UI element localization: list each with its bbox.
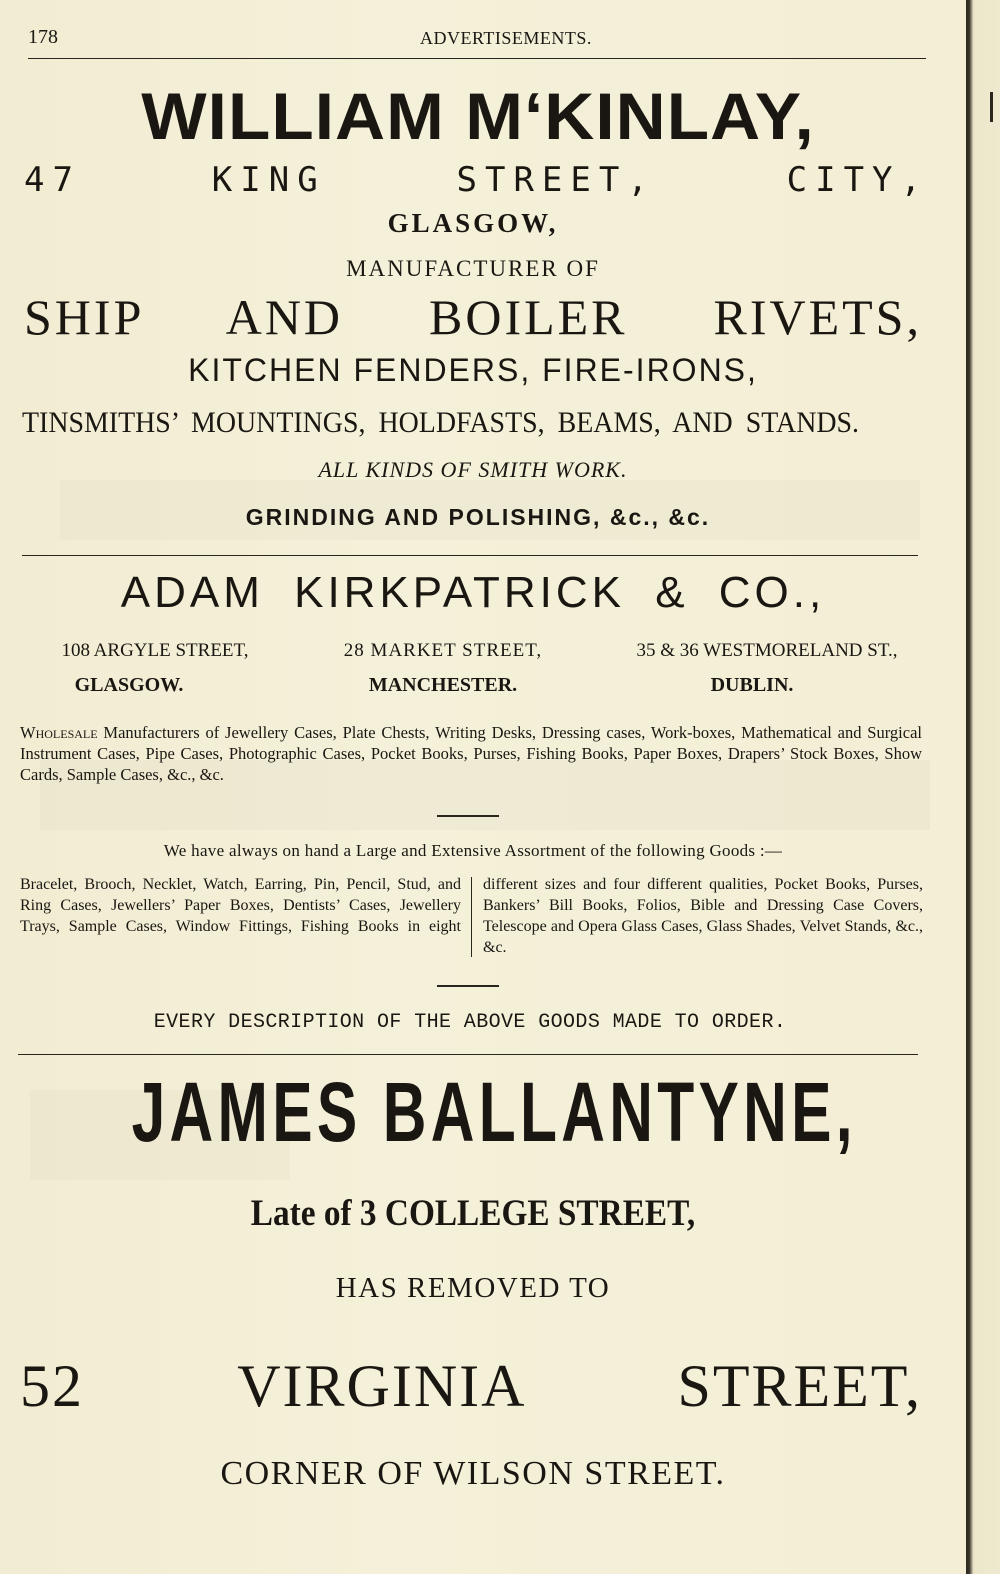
location-street: 108 ARGYLE STREET, (61, 640, 249, 661)
running-head: ADVERTISEMENTS. (420, 28, 592, 48)
description-text: Manufacturers of Jewellery Cases, Plate Chests, Writing Desks, Dressing cases, Work-boxes, Mathematical and Surgical Instrument Cases, Pipe Cases, Photographic Cases, Pocket Books, Purses, Fishing Books, Paper Boxes, Drapers’ Stock Boxes, Show Cards, Sample Cases, &c., &c. (20, 723, 922, 784)
kirkpatrick-name: ADAM KIRKPATRICK & CO., (120, 568, 826, 617)
mckinlay-line1: KITCHEN FENDERS, FIRE-IRONS, (188, 352, 758, 388)
mckinlay-subtitle: MANUFACTURER OF (346, 256, 600, 281)
mckinlay-city: GLASGOW, (387, 208, 559, 238)
ballantyne-moved: HAS REMOVED TO (335, 1272, 611, 1304)
location-city: GLASGOW. (74, 674, 184, 696)
location-city: MANCHESTER. (368, 674, 518, 696)
book-spine (966, 0, 1000, 1574)
location-manchester (318, 640, 568, 697)
location-street: 28 MARKET STREET, (343, 640, 543, 661)
column-divider (471, 877, 472, 957)
mckinlay-line3: ALL KINDS OF SMITH WORK. (318, 457, 628, 482)
location-dublin (612, 640, 922, 697)
mckinlay-line2: TINSMITHS’ MOUNTINGS, HOLDFASTS, BEAMS, AND STANDS. (22, 406, 859, 439)
wholesale-lead: Wholesale (20, 723, 98, 742)
ballantyne-name: JAMES BALLANTYNE, (131, 1065, 857, 1159)
page-number: 178 (28, 26, 58, 48)
kirkpatrick-footer: EVERY DESCRIPTION OF THE ABOVE GOODS MADE TO ORDER. (153, 1011, 787, 1034)
spine-mark (990, 92, 993, 122)
location-glasgow (40, 640, 270, 697)
location-street: 35 & 36 WESTMORELAND ST., (636, 640, 898, 661)
goods-col-right: different sizes and four different qualities, Pocket Books, Purses, Bankers’ Bill Books, Folios, Bible and Dressing Case Covers, Telescope and Opera Glass Cases, Glass Shades, Velvet Stands, &c., &c. (483, 876, 923, 956)
location-city: DUBLIN. (710, 674, 794, 696)
ballantyne-new-address: 52 VIRGINIA STREET, (20, 1353, 922, 1419)
stock-intro: We have always on hand a Large and Extensive Assortment of the following Goods :— (163, 841, 783, 860)
section-rule (22, 555, 918, 556)
mckinlay-line4: GRINDING AND POLISHING, &c., &c. (245, 504, 711, 530)
kirkpatrick-description (20, 722, 922, 785)
mckinlay-address: 47 KING STREET, CITY, (24, 160, 929, 200)
header-rule (28, 58, 926, 59)
short-rule (437, 815, 499, 817)
ballantyne-late-of: Late of 3 COLLEGE STREET, (250, 1193, 696, 1234)
ballantyne-corner: CORNER OF WILSON STREET. (220, 1455, 726, 1492)
mckinlay-name: WILLIAM M‘KINLAY, (141, 79, 815, 153)
section-rule (18, 1054, 918, 1055)
mckinlay-product: SHIP AND BOILER RIVETS, (24, 289, 922, 345)
goods-col-left: Bracelet, Brooch, Necklet, Watch, Earring, Pin, Pencil, Stud, and Ring Cases, Jewellers’ Paper Boxes, Dentists’ Cases, Jewellery Trays, Sample Cases, Window Fittings, Fishing Books in eight (20, 876, 461, 935)
short-rule (437, 985, 499, 987)
